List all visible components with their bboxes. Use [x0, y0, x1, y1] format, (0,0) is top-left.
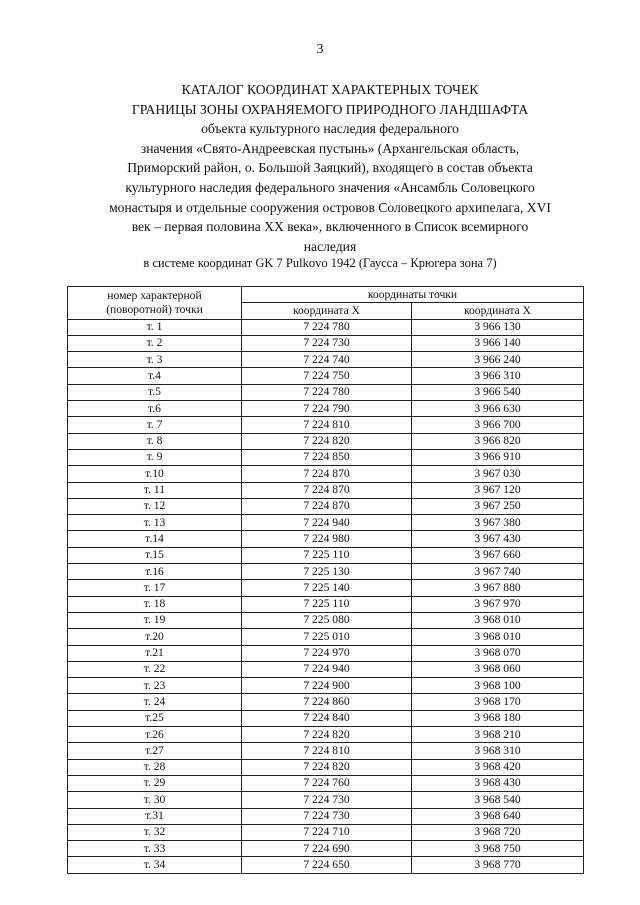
table-row: [68, 368, 584, 384]
coordinate-x-cell: 7 224 820: [242, 759, 412, 775]
table-row: [68, 531, 584, 547]
table-row: [68, 564, 584, 580]
table-row: [68, 482, 584, 498]
coordinate-y-cell: 3 968 210: [412, 727, 584, 743]
header-point-line: номер характерной: [107, 288, 202, 302]
coordinate-system-caption: в системе координат GK 7 Pulkovo 1942 (Гаусса – Крюгера зона 7): [143, 256, 497, 270]
coordinate-y-cell: 3 968 310: [412, 743, 584, 759]
point-number-cell: т. 3: [68, 352, 242, 368]
coordinate-x-cell: 7 224 870: [242, 466, 412, 482]
table-row: [68, 743, 584, 759]
point-number-cell: т. 17: [68, 580, 242, 596]
coordinate-x-cell: 7 224 870: [242, 482, 412, 498]
coordinate-x-cell: 7 224 940: [242, 515, 412, 531]
point-number-cell: т. 9: [68, 449, 242, 465]
table-row: [68, 727, 584, 743]
coordinate-x-cell: 7 224 900: [242, 678, 412, 694]
table-row: [68, 449, 584, 465]
coordinate-x-cell: 7 225 010: [242, 629, 412, 645]
point-number-cell: т.15: [68, 547, 242, 563]
point-number-cell: т. 28: [68, 759, 242, 775]
coordinate-y-cell: 3 967 660: [412, 547, 584, 563]
coordinate-y-cell: 3 966 240: [412, 352, 584, 368]
coordinate-y-cell: 3 966 630: [412, 401, 584, 417]
table-row: [68, 352, 584, 368]
coordinate-x-cell: 7 224 820: [242, 433, 412, 449]
table-row: [68, 759, 584, 775]
coordinate-y-cell: 3 967 430: [412, 531, 584, 547]
coordinate-y-cell: 3 968 010: [412, 629, 584, 645]
coordinate-x-cell: 7 224 730: [242, 808, 412, 824]
header-coordinates: координаты точки: [242, 287, 584, 303]
point-number-cell: т.16: [68, 564, 242, 580]
coordinate-y-cell: 3 968 100: [412, 678, 584, 694]
point-number-cell: т. 33: [68, 841, 242, 857]
coordinate-y-cell: 3 966 130: [412, 319, 584, 335]
point-number-cell: т.27: [68, 743, 242, 759]
coordinate-x-cell: 7 224 970: [242, 645, 412, 661]
table-row: [68, 515, 584, 531]
table-row: [68, 694, 584, 710]
coordinate-y-cell: 3 967 740: [412, 564, 584, 580]
coordinate-y-cell: 3 968 750: [412, 841, 584, 857]
point-number-cell: т.20: [68, 629, 242, 645]
title-line: век – первая половина XX века», включенного в Список всемирного: [131, 219, 529, 235]
coordinate-y-cell: 3 967 250: [412, 498, 584, 514]
table-row: [68, 841, 584, 857]
coordinate-x-cell: 7 224 730: [242, 335, 412, 351]
point-number-cell: т. 23: [68, 678, 242, 694]
coordinate-y-cell: 3 966 910: [412, 449, 584, 465]
point-number-cell: т. 12: [68, 498, 242, 514]
coordinate-x-cell: 7 224 750: [242, 368, 412, 384]
document-title: [80, 80, 580, 256]
coordinate-x-cell: 7 224 710: [242, 824, 412, 840]
coordinate-x-cell: 7 224 860: [242, 694, 412, 710]
point-number-cell: т. 11: [68, 482, 242, 498]
coordinate-x-cell: 7 224 810: [242, 417, 412, 433]
table-row: [68, 857, 584, 873]
table-row: [68, 498, 584, 514]
coordinate-x-cell: 7 224 940: [242, 661, 412, 677]
point-number-cell: т.14: [68, 531, 242, 547]
coordinate-x-cell: 7 225 110: [242, 596, 412, 612]
coordinate-x-cell: 7 224 790: [242, 401, 412, 417]
point-number-cell: т. 22: [68, 661, 242, 677]
coordinate-y-cell: 3 967 380: [412, 515, 584, 531]
coordinate-y-cell: 3 968 010: [412, 612, 584, 628]
point-number-cell: т. 2: [68, 335, 242, 351]
coordinate-x-cell: 7 224 780: [242, 384, 412, 400]
point-number-cell: т.26: [68, 727, 242, 743]
title-line: ГРАНИЦЫ ЗОНЫ ОХРАНЯЕМОГО ПРИРОДНОГО ЛАНДШАФТА: [131, 101, 529, 117]
coordinate-y-cell: 3 966 540: [412, 384, 584, 400]
table-row: [68, 319, 584, 335]
coordinate-y-cell: 3 966 140: [412, 335, 584, 351]
header-point-line: (поворотной) точки: [106, 302, 203, 316]
table-row: [68, 808, 584, 824]
point-number-cell: т.6: [68, 401, 242, 417]
coordinate-x-cell: 7 224 730: [242, 792, 412, 808]
coordinate-x-cell: 7 225 130: [242, 564, 412, 580]
coordinate-y-cell: 3 967 120: [412, 482, 584, 498]
title-line: монастыря и отдельные сооружения островов Соловецкого архипелага, XVI: [109, 199, 551, 215]
coordinate-x-cell: 7 225 110: [242, 547, 412, 563]
table-row: [68, 547, 584, 563]
title-line: КАТАЛОГ КООРДИНАТ ХАРАКТЕРНЫХ ТОЧЕК: [181, 82, 479, 97]
coordinate-y-cell: 3 968 070: [412, 645, 584, 661]
table-header-row: [68, 287, 584, 303]
title-line: наследия: [303, 238, 357, 254]
coordinate-x-cell: 7 224 810: [242, 743, 412, 759]
page-number: 3: [316, 42, 324, 57]
coordinate-x-cell: 7 224 650: [242, 857, 412, 873]
coordinate-y-cell: 3 967 970: [412, 596, 584, 612]
table-row: [68, 596, 584, 612]
header-point-number: [68, 287, 242, 320]
coordinate-x-cell: 7 224 840: [242, 710, 412, 726]
table-row: [68, 401, 584, 417]
coordinate-y-cell: 3 968 420: [412, 759, 584, 775]
table-row: [68, 384, 584, 400]
header-coordinate-x: координата X: [242, 303, 412, 319]
coordinate-y-cell: 3 966 820: [412, 433, 584, 449]
point-number-cell: т. 19: [68, 612, 242, 628]
point-number-cell: т.21: [68, 645, 242, 661]
table-row: [68, 678, 584, 694]
table-row: [68, 417, 584, 433]
table-row: [68, 335, 584, 351]
point-number-cell: т. 34: [68, 857, 242, 873]
table-row: [68, 792, 584, 808]
coordinate-y-cell: 3 968 430: [412, 775, 584, 791]
coordinate-x-cell: 7 224 780: [242, 319, 412, 335]
table-row: [68, 433, 584, 449]
coordinate-y-cell: 3 968 720: [412, 824, 584, 840]
title-line: значения «Свято-Андреевская пустынь» (Архангельская область,: [140, 140, 520, 156]
coordinate-y-cell: 3 968 180: [412, 710, 584, 726]
table-row: [68, 580, 584, 596]
coordinate-y-cell: 3 968 640: [412, 808, 584, 824]
point-number-cell: т.4: [68, 368, 242, 384]
point-number-cell: т.31: [68, 808, 242, 824]
point-number-cell: т.5: [68, 384, 242, 400]
point-number-cell: т. 29: [68, 775, 242, 791]
point-number-cell: т. 7: [68, 417, 242, 433]
coordinate-x-cell: 7 224 980: [242, 531, 412, 547]
coordinates-table: [67, 286, 584, 874]
table-row: [68, 629, 584, 645]
coordinate-x-cell: 7 224 820: [242, 727, 412, 743]
coordinate-y-cell: 3 968 170: [412, 694, 584, 710]
header-coordinate-x: координата X: [412, 303, 584, 319]
table-row: [68, 466, 584, 482]
coordinate-y-cell: 3 968 770: [412, 857, 584, 873]
coordinate-x-cell: 7 224 870: [242, 498, 412, 514]
coordinate-x-cell: 7 224 850: [242, 449, 412, 465]
title-line: Приморский район, о. Большой Заяцкий), входящего в состав объекта: [127, 160, 533, 176]
coordinate-x-cell: 7 225 080: [242, 612, 412, 628]
table-row: [68, 645, 584, 661]
point-number-cell: т. 32: [68, 824, 242, 840]
table-body: [68, 319, 584, 873]
table-row: [68, 824, 584, 840]
table-row: [68, 661, 584, 677]
point-number-cell: т. 8: [68, 433, 242, 449]
coordinate-x-cell: 7 224 690: [242, 841, 412, 857]
table-row: [68, 710, 584, 726]
coordinate-x-cell: 7 224 760: [242, 775, 412, 791]
table-row: [68, 775, 584, 791]
coordinate-y-cell: 3 967 880: [412, 580, 584, 596]
point-number-cell: т. 1: [68, 319, 242, 335]
point-number-cell: т. 13: [68, 515, 242, 531]
point-number-cell: т.25: [68, 710, 242, 726]
point-number-cell: т. 24: [68, 694, 242, 710]
title-line: объекта культурного наследия федерального: [201, 121, 459, 137]
coordinate-y-cell: 3 967 030: [412, 466, 584, 482]
coordinate-x-cell: 7 225 140: [242, 580, 412, 596]
coordinate-y-cell: 3 968 060: [412, 661, 584, 677]
table-row: [68, 612, 584, 628]
point-number-cell: т. 18: [68, 596, 242, 612]
coordinate-y-cell: 3 966 700: [412, 417, 584, 433]
point-number-cell: т.10: [68, 466, 242, 482]
coordinate-x-cell: 7 224 740: [242, 352, 412, 368]
coordinate-y-cell: 3 968 540: [412, 792, 584, 808]
title-line: культурного наследия федерального значения «Ансамбль Соловецкого: [125, 179, 535, 195]
point-number-cell: т. 30: [68, 792, 242, 808]
coordinate-y-cell: 3 966 310: [412, 368, 584, 384]
